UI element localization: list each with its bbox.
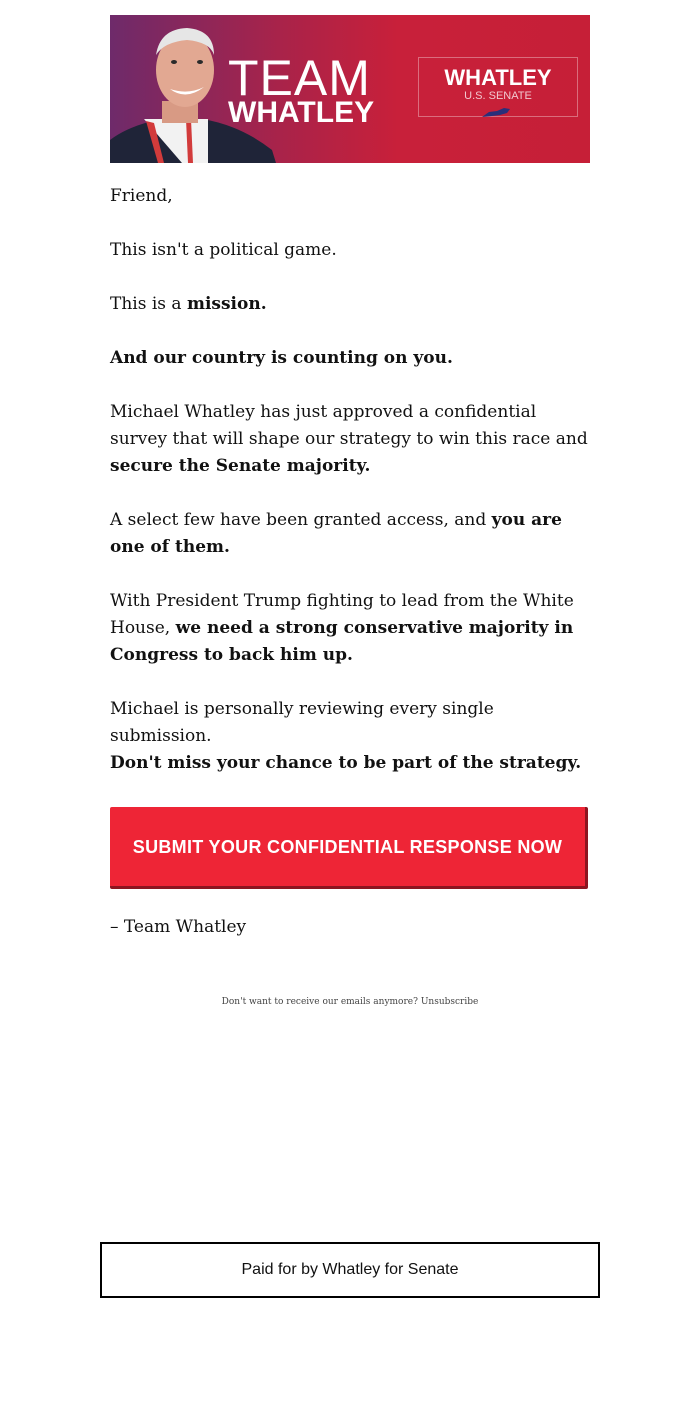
paragraph-2-bold: mission. xyxy=(186,294,267,314)
paragraph-4-text: Michael Whatley has just approved a confidential survey that will shape our strategy to win this race and xyxy=(110,402,588,449)
banner-whatley-text: WHATLEY xyxy=(228,96,375,129)
header-banner xyxy=(110,15,590,163)
paragraph-7: Michael is personally reviewing every single submission. xyxy=(110,699,494,746)
logo-subtitle: U.S. SENATE xyxy=(464,90,532,102)
paragraph-6-text: With President Trump fighting to lead from the White House, xyxy=(110,591,574,638)
paragraph-4-bold: secure the Senate majority. xyxy=(110,456,371,476)
paragraph-8: Don't miss your chance to be part of the strategy. xyxy=(110,753,582,773)
paragraph-2-text: This is a xyxy=(110,294,187,314)
paragraph-5-bold: you are one of them. xyxy=(110,510,562,557)
paragraph-1: This isn't a political game. xyxy=(110,240,337,260)
unsubscribe-link[interactable]: Unsubscribe xyxy=(420,997,479,1007)
paragraph-5-text: A select few have been granted access, and xyxy=(110,510,492,530)
signature: – Team Whatley xyxy=(110,917,247,937)
paragraph-6-bold: we need a strong conservative majority in Congress to back him up. xyxy=(110,618,574,665)
paid-for-box: Paid for by Whatley for Senate xyxy=(100,1242,600,1298)
unsubscribe-text: Don't want to receive our emails anymore? xyxy=(221,997,418,1007)
paragraph-2 xyxy=(110,291,590,318)
greeting: Friend, xyxy=(110,186,173,206)
paragraph-5 xyxy=(110,507,590,561)
paragraph-4 xyxy=(110,399,590,480)
paragraph-3: And our country is counting on you. xyxy=(110,348,453,368)
unsubscribe-line xyxy=(0,996,700,1008)
north-carolina-icon xyxy=(482,108,510,118)
banner-team-text: TEAM xyxy=(228,50,371,106)
submit-response-button[interactable]: SUBMIT YOUR CONFIDENTIAL RESPONSE NOW xyxy=(110,807,588,889)
logo-name: WHATLEY xyxy=(444,65,552,90)
paragraph-6 xyxy=(110,588,590,669)
